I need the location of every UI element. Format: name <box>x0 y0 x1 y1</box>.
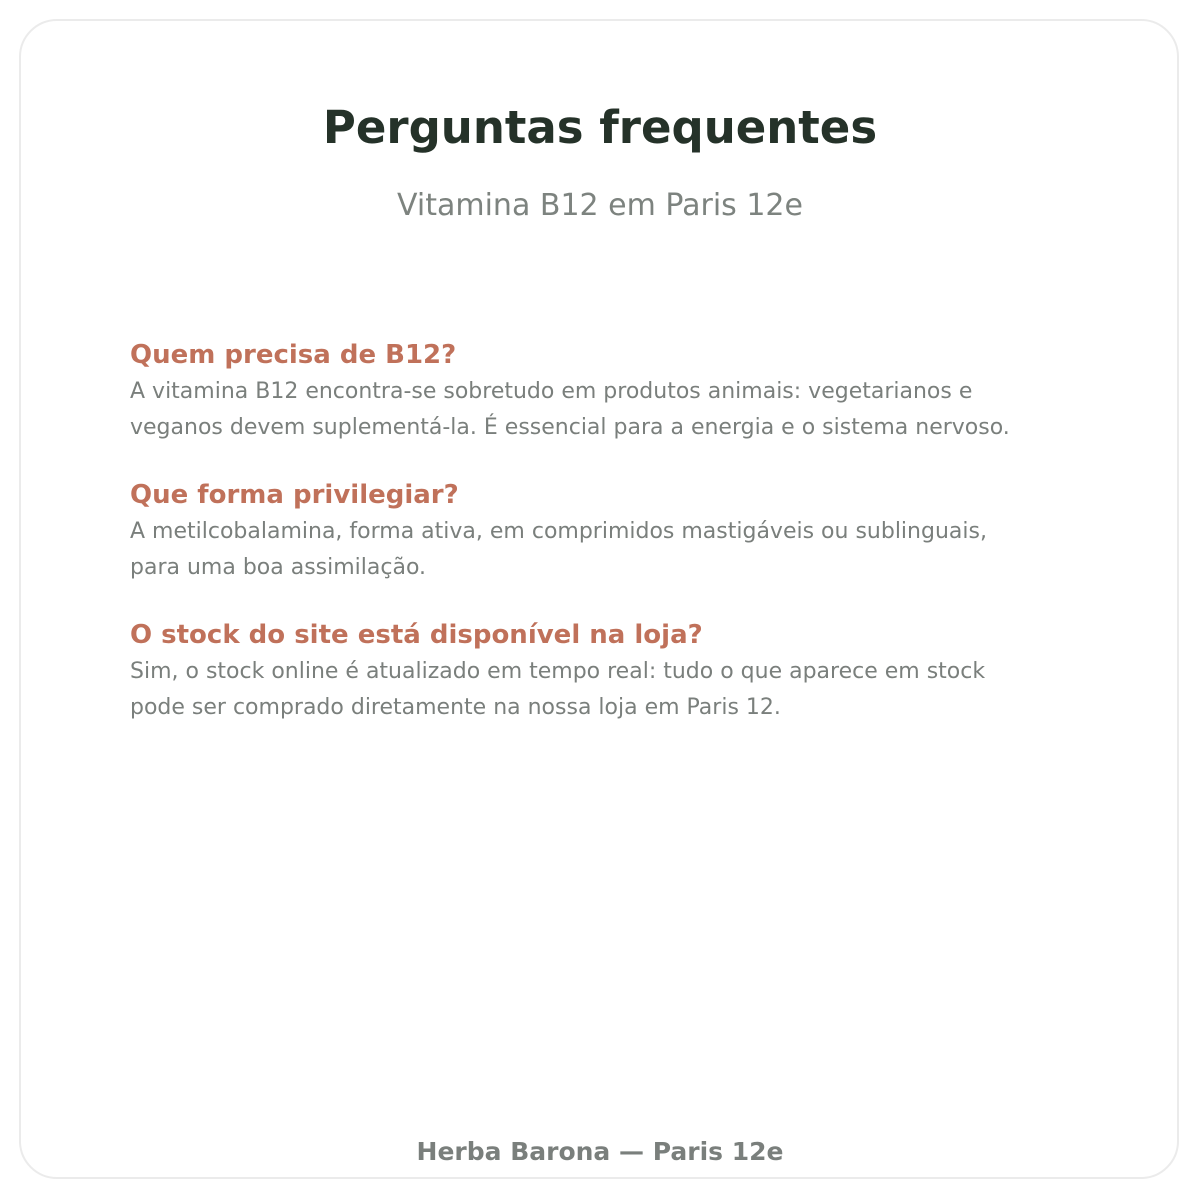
page-subtitle: Vitamina B12 em Paris 12e <box>397 188 803 223</box>
footer-store-name: Herba Barona — Paris 12e <box>416 1137 784 1166</box>
faq-item <box>130 336 1130 446</box>
page-title: Perguntas frequentes <box>322 101 878 154</box>
faq-question: Quem precisa de B12? <box>130 340 457 370</box>
faq-answer: A vitamina B12 encontra-se sobretudo em produtos animais: vegetarianos e veganos devem suplementá-la. É essencial para a energia e o sistema nervoso. <box>130 379 1010 440</box>
faq-item <box>130 616 1130 726</box>
faq-item <box>130 476 1130 586</box>
faq-list <box>130 336 1130 756</box>
faq-question: O stock do site está disponível na loja? <box>130 620 703 650</box>
faq-answer: Sim, o stock online é atualizado em tempo real: tudo o que aparece em stock pode ser comprado diretamente na nossa loja em Paris 12. <box>130 659 986 720</box>
faq-answer: A metilcobalamina, forma ativa, em comprimidos mastigáveis ou sublinguais, para uma boa assimilação. <box>130 519 987 580</box>
faq-question: Que forma privilegiar? <box>130 480 459 510</box>
